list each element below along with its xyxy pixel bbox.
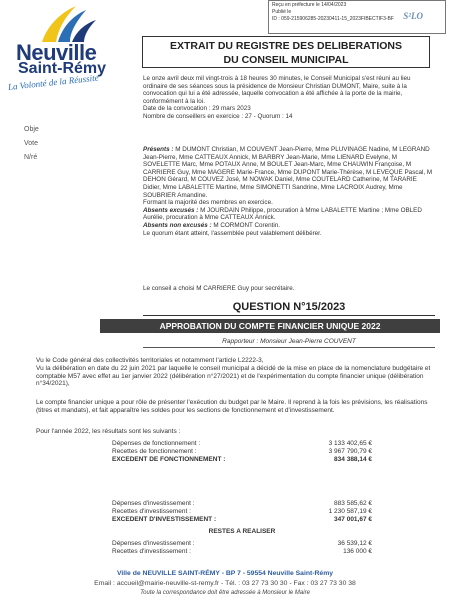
question-divider [143, 315, 435, 316]
prefecture-stamp [268, 0, 446, 34]
stamp-published: Publié le [272, 9, 292, 15]
main-para-1: Vu le Code général des collectivités territoriales et notamment l'article L2222-3, [36, 357, 264, 364]
main-para-4: Pour l'année 2022, les résultats sont les suivants : [36, 428, 181, 435]
question-heading: QUESTION N°15/2023 [232, 301, 346, 313]
fin-row [112, 508, 372, 516]
logo-flame-icon [38, 4, 98, 44]
fin-row-total [112, 516, 372, 524]
footer-address-text: Ville de NEUVILLE SAINT-RÉMY - BP 7 - 59554 Neuville Saint-Rémy [116, 570, 334, 577]
fin-value: 36 539,12 € [337, 540, 372, 547]
absents-nonexcused-label: Absents non excusés : [143, 221, 212, 229]
fin-label: Recettes de fonctionnement : [112, 448, 197, 455]
logo-slogan: La Volonté de la Réussite [7, 72, 100, 92]
footer-contact: Email : accueil@mairie-neuville-st-remy.fr - Tél. : 03 27 73 30 30 - Fax : 03 27 73 30 38 [94, 580, 356, 587]
fin-label: Dépenses d'investissement : [112, 540, 195, 547]
fin-value: 3 967 790,79 € [328, 448, 372, 455]
footer-address [0, 570, 450, 577]
fin-value: 883 585,62 € [334, 500, 372, 507]
fin-row [112, 500, 372, 508]
town-logo [16, 0, 126, 80]
restes-title: RESTES A REALISER [208, 528, 276, 535]
intro-text: Le onze avril deux mil vingt-trois à 18 heures 30 minutes, le Conseil Municipal s'est réuni au lieu ordinaire de ses séances sous la présidence de Monsieur Christian DUMONT, Maire, suite à la convocation qui lui a été adressée, laquelle convocation a été affichée à la porte de la mairie, conformément à la loi. [143, 75, 411, 105]
title-line1: EXTRAIT DU REGISTRE DES DELIBERATIONS [170, 40, 402, 52]
fin-label: EXCEDENT D'INVESTISSEMENT : [112, 516, 217, 523]
logo-name-line1: Neuville [16, 40, 97, 65]
stamp-received: Reçu en préfecture le 14/04/2023 [272, 2, 347, 8]
question-title-bar: APPROBATION DU COMPTE FINANCIER UNIQUE 2022 [100, 319, 440, 333]
absents-label: Absents excusés : [143, 206, 199, 214]
fin-label: Dépenses de fonctionnement : [112, 440, 201, 447]
side-label-ref: N/ré [24, 154, 38, 161]
quorum-text: Le quorum étant atteint, l'assemblée peut valablement délibérer. [143, 229, 322, 237]
main-para-2: Vu la délibération en date du 22 juin 2021 par laquelle le conseil municipal a décidé de la mise en place de la nomenclature budgétaire et comptable M57 avec effet au 1er janvier 2022 (délibération n°27/2021) et de l'expérimentation du compte financier unique (délibération n°34/2021), [36, 364, 431, 388]
fin-row [112, 540, 372, 548]
logo-name-line2: Saint-Rémy [18, 60, 107, 77]
fin-value: 834 388,14 € [334, 456, 372, 463]
intro-section [143, 75, 435, 121]
convocation-date: Date de la convocation : 29 mars 2023 [143, 105, 251, 113]
fin-value: 1 230 587,19 € [328, 508, 372, 515]
title-line2: DU CONSEIL MUNICIPAL [223, 54, 349, 66]
fin-value: 136 000 € [343, 548, 372, 555]
fin-label: Dépenses d'investissement : [112, 500, 195, 507]
absents-list: M JOURDAIN Philippe, procuration à Mme LABALETTE Martine ; Mme OBLED Aurélie, procuration à Mme CATTEAUX Annick. [143, 206, 422, 222]
stamp-id: ID : 059-215906285-20230411-15_2023FIBECTIF3-BF [272, 16, 394, 22]
fin-row [112, 440, 372, 448]
side-label-object: Obje [24, 126, 39, 133]
stamp-mark: S²LO [403, 11, 423, 21]
document-title [142, 36, 430, 68]
fin-row-total [112, 456, 372, 464]
restes-table [112, 540, 372, 556]
presents-list: M DUMONT Christian, M COUVENT Jean-Pierre, Mme PLUVINAGE Nadine, M LEGRAND Jean-Pierre, Mme CATTEAUX Annick, M BARBRY Jean-Marie, Mme LIENARD Evelyne, M SOVELETTE Marc, Mme POTAUX Anne, M BOULET Jean-Marc, Mme CHAUWIN Françoise, M CARRIERE Guy, Mme MAGERE Marie-France, Mme DUPONT Marie-Thérèse, M LEVEQUE Pascal, M DEHON Gérard, M COUVEZ José, M NOWAK Daniel, Mme COUTELARD Catherine, M TARARIE Didier, Mme LABALETTE Martine, Mme SIMONETTI Sandrine, Mme LACROIX Audrey, Mme SOUBRIER Amandine. [143, 146, 433, 199]
fonctionnement-table [112, 440, 372, 464]
fin-label: EXCEDENT DE FONCTIONNEMENT : [112, 456, 226, 463]
presents-label: Présents : [143, 146, 174, 153]
fin-row [112, 548, 372, 556]
absents-nonexcused-list: M CORMONT Corentin. [213, 221, 281, 229]
majority-text: Formant la majorité des membres en exercice. [143, 199, 273, 207]
fin-label: Recettes d'investissement : [112, 548, 191, 555]
member-count: Nombre de conseillers en exercice : 27 - Quorum : 14 [143, 112, 293, 120]
main-text [36, 357, 434, 388]
side-label-vote: Vote [24, 140, 39, 147]
secretary-line: Le conseil a choisi M CARRIERE Guy pour secrétaire. [143, 285, 295, 292]
rapporteur: Rapporteur : Monsieur Jean-Pierre COUVENT [143, 338, 435, 348]
fin-label: Recettes d'investissement : [112, 508, 191, 515]
fin-value: 3 133 402,65 € [328, 440, 372, 447]
investissement-table [112, 500, 372, 524]
fin-value: 347 001,67 € [334, 516, 372, 523]
footer-note: Toute la correspondance doit être adressée à Monsieur le Maire [140, 590, 310, 596]
main-para-3: Le compte financier unique a pour rôle de présenter l'exécution du budget par le Maire. Il reprend à la fois les prévisions, les réalisations (titres et mandats), et fait apparaître les soldes pour les sections de fonctionnement et d'investissement. [36, 399, 428, 414]
fin-row [112, 448, 372, 456]
presents-section [143, 146, 435, 237]
